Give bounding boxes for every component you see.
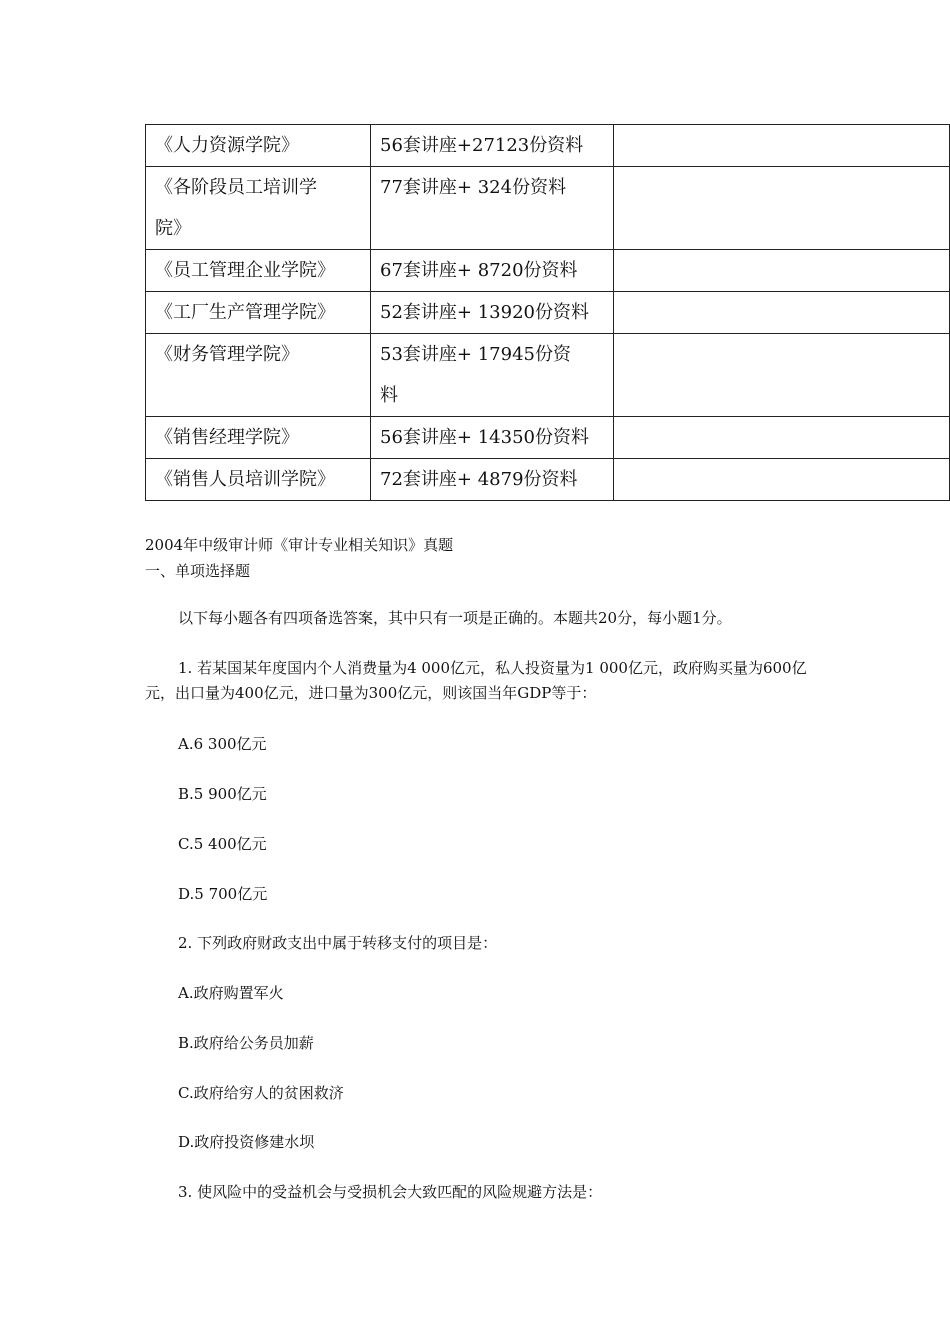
table-row [146,459,950,501]
course-note-cell [614,334,950,417]
course-catalog-table [145,124,950,501]
question-1-option-a: A.6 300亿元 [178,735,267,753]
course-note-cell [614,417,950,459]
course-note-cell [614,459,950,501]
course-content-cell: 67套讲座+ 8720份资料 [371,250,614,292]
question-1-option-c: C.5 400亿元 [178,835,267,853]
question-2-option-c: C.政府给穷人的贫困救济 [178,1084,344,1102]
question-2-option-b: B.政府给公务员加薪 [178,1034,314,1052]
course-note-cell [614,125,950,167]
table-row [146,125,950,167]
course-name-cell: 《销售人员培训学院》 [146,459,371,501]
course-content-cell: 56套讲座+27123份资料 [371,125,614,167]
course-content-cell: 52套讲座+ 13920份资料 [371,292,614,334]
question-1-option-b: B.5 900亿元 [178,785,267,803]
course-name-cell: 《财务管理学院》 [146,334,371,417]
course-name-cell: 《各阶段员工培训学院》 [146,167,371,250]
question-2-option-a: A.政府购置军火 [178,984,284,1002]
question-2-option-d: D.政府投资修建水坝 [178,1133,315,1151]
table-row [146,292,950,334]
course-name-cell: 《人力资源学院》 [146,125,371,167]
table-row [146,167,950,250]
course-name-cell: 《员工管理企业学院》 [146,250,371,292]
section-heading: 一、单项选择题 [145,562,251,580]
course-content-cell: 72套讲座+ 4879份资料 [371,459,614,501]
table-row [146,417,950,459]
question-1-text: 1. 若某国某年度国内个人消费量为4 000亿元，私人投资量为1 000亿元，政府购买量为600亿元，出口量为400亿元，进口量为300亿元，则该国当年GDP等于： [145,659,807,702]
course-name-cell: 《工厂生产管理学院》 [146,292,371,334]
course-content-cell: 77套讲座+ 324份资料 [371,167,614,250]
course-content-cell: 53套讲座+ 17945份资料 [371,334,614,417]
question-1-option-d: D.5 700亿元 [178,885,268,903]
exam-title: 2004年中级审计师《审计专业相关知识》真题 [145,536,454,554]
question-2-text: 2. 下列政府财政支出中属于转移支付的项目是： [178,934,498,952]
course-note-cell [614,292,950,334]
table-row [146,250,950,292]
question-3-text: 3. 使风险中的受益机会与受损机会大致匹配的风险规避方法是： [178,1183,603,1201]
course-note-cell [614,167,950,250]
course-name-cell: 《销售经理学院》 [146,417,371,459]
course-content-cell: 56套讲座+ 14350份资料 [371,417,614,459]
instructions-paragraph: 以下每小题各有四项备选答案，其中只有一项是正确的。本题共20分，每小题1分。 [178,609,732,627]
course-note-cell [614,250,950,292]
table-row [146,334,950,417]
